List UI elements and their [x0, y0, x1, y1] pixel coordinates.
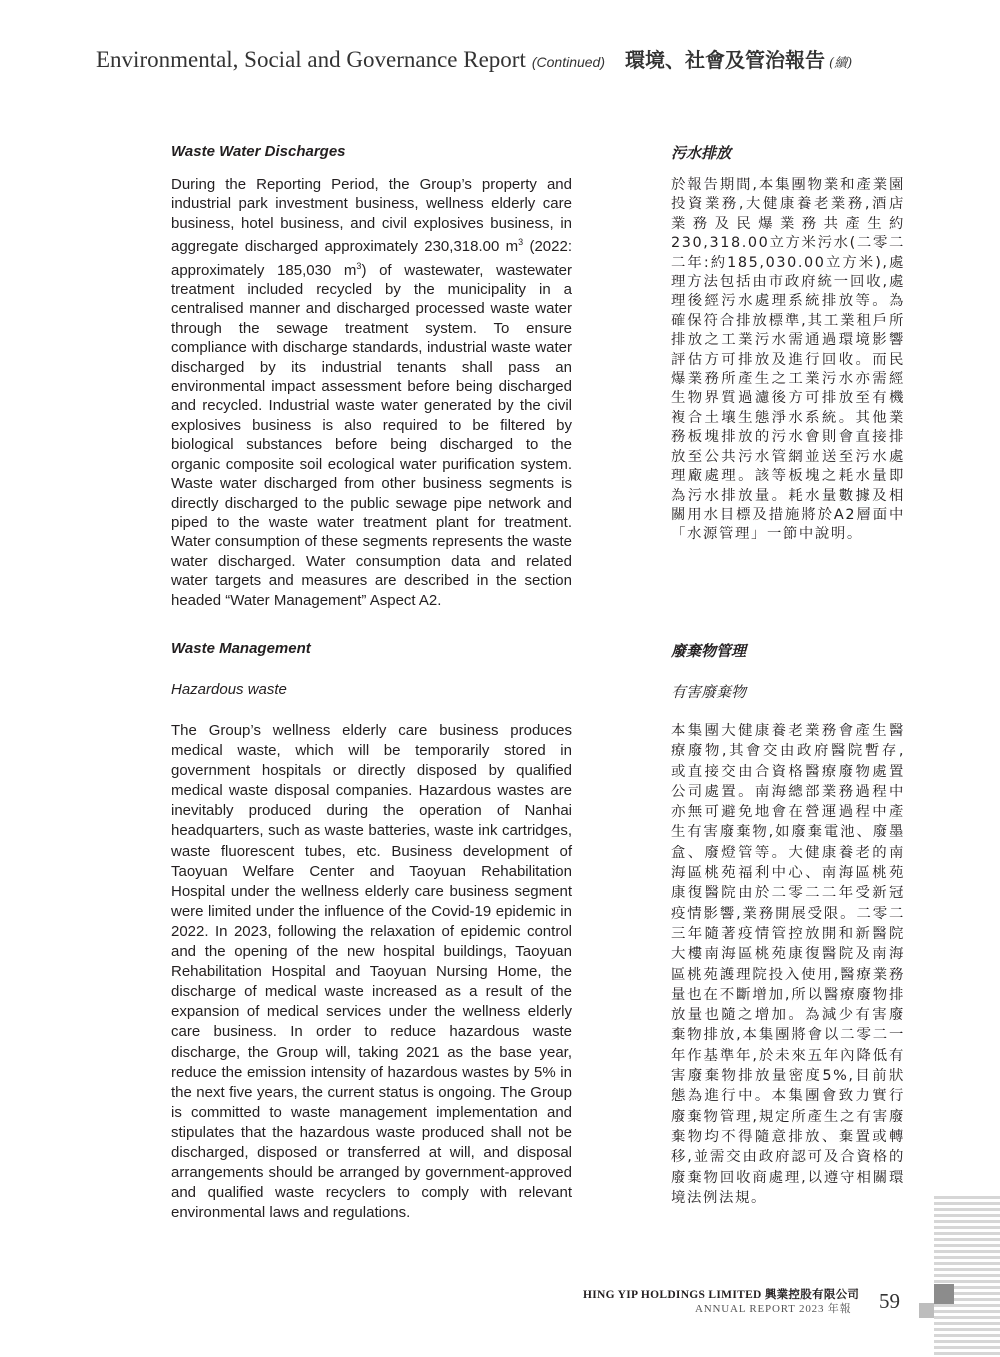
waste-water-body-zh-container [671, 176, 905, 545]
page-header [96, 44, 852, 73]
waste-management-section-zh [671, 640, 905, 661]
hazardous-waste-body-zh-container [671, 721, 905, 1208]
hazardous-waste-body-zh: 本集團大健康養老業務會產生醫療廢物,其會交由政府醫院暫存,或直接交由合資格醫療廢物處置公司處置。南海總部業務過程中亦無可避免地會在營運過程中產生有害廢棄物,如廢棄電池、廢墨盒、廢燈管等。大健康養老的南海區桃苑福利中心、南海區桃苑康復醫院由於二零二二年受新冠疫情影響,業務開展受限。二零二三年隨著疫情管控放開和新醫院大樓南海區桃苑康復醫院及南海區桃苑護理院投入使用,醫療業務量也在不斷增加,所以醫療廢物排放量也隨之增加。為減少有害廢棄物排放,本集團將會以二零二一年作基準年,於未來五年內降低有害廢棄物排放量密度5%,目前狀態為進行中。本集團會致力實行廢棄物管理,規定所產生之有害廢棄物均不得隨意排放、棄置或轉移,並需交由政府認可及合資格的廢棄物回收商處理,以遵守相關環境法例法規。 [671, 723, 905, 1206]
header-title-zh: 環境、社會及管治報告 [625, 48, 825, 72]
header-title-en: Environmental, Social and Governance Report [96, 47, 526, 72]
decorative-stripes [934, 1196, 1000, 1357]
footer-annual-report: ANNUAL REPORT 2023 年報 [695, 1303, 852, 1315]
hazardous-waste-sub-en-container [171, 681, 572, 698]
waste-water-body-zh: 於報告期間,本集團物業和產業園投資業務,大健康養老業務,酒店業務及民爆業務共產生約230,318.00立方米污水(二零二二年:約185,030.00立方米),處理方法包括由市政府統一回收,處理後經污水處理系統排放等。為確保符合排放標準,其工業租戶所排放之工業污水需通過環境影響評估方可排放及進行回收。而民爆業務所產生之工業污水亦需經生物界質過濾後方可排放至有機複合土壤生態淨水系統。其他業務板塊排放的污水會則會直接排放至公共污水管網並送至污水處理廠處理。該等板塊之耗水量即為污水排放量。耗水量數據及相關用水目標及措施將於A2層面中「水源管理」一節中說明。 [671, 177, 905, 543]
hazardous-waste-body-en: The Group’s wellness elderly care business produces medical waste, which will be temporarily stored in government hospitals or directly disposed by qualified medical waste disposal companies. Hazardous wastes are inevitably produced during the operation of Nanhai headquarters, such as waste batteries, waste ink cartridges, waste fluorescent tubes, etc. Business development of Taoyuan Welfare Center and Taoyuan Rehabilitation Hospital under the wellness elderly care business segment were limited under the influence of the Covid-19 epidemic in 2022. In 2023, following the relaxation of epidemic control and the opening of the new hospital buildings, Taoyuan Rehabilitation Hospital and Taoyuan Nursing Home, the discharge of medical waste increased as a result of the expansion of medical services under the wellness elderly care business. In order to reduce hazardous waste discharge, the Group will, taking 2021 as the base year, reduce the emission intensity of hazardous wastes by 5% in the next five years, the current status is ongoing. The Group is committed to waste management implementation and stipulates that the hazardous waste produced shall not be discharged, disposed or transferred at will, and disposal arrangements should be arranged by government-approved and qualified waste recyclers to comply with relevant environmental laws and regulations. [171, 722, 572, 1222]
waste-water-body-en: During the Reporting Period, the Group’s property and industrial park investment business, wellness elderly care business, hotel business, and civil explosives business, in aggregate discharged approximately 230,318.00 $m^3$ (2022: approximately 185,030 $m^3$) of wastewater, wastewater treatment included recycled by the municipality in a centralised manner and discharged processed waste water through the sewage treatment system. To ensure compliance with discharge standards, industrial waste water discharged by its industrial tenants shall pass an environmental impact assessment before being discharged and recycled. Industrial waste water generated by the civil explosives business is also required to be filtered by biological substances before being discharged to the organic composite soil ecological water purification system. Waste water discharged from other business segments is directly discharged to the public sewage pipe network and piped to the waste water treatment plant for treatment. Water consumption of these segments represents the waste water discharged. Water consumption data and related water targets and measures are described in the section headed “Water Management” Aspect A2. [171, 176, 572, 609]
waste-water-section-en [171, 143, 572, 160]
hazardous-waste-sub-zh-container [671, 681, 905, 702]
decorative-square-dark [934, 1284, 954, 1304]
waste-water-heading-en: Waste Water Discharges [171, 143, 346, 160]
page-number: 59 [879, 1289, 900, 1313]
footer-company-name: HING YIP HOLDINGS LIMITED 興業控股有限公司 [583, 1289, 860, 1301]
waste-management-section-en [171, 640, 572, 657]
hazardous-waste-subheading-en: Hazardous waste [171, 681, 287, 698]
waste-management-heading-en: Waste Management [171, 640, 311, 657]
waste-water-heading-zh: 污水排放 [671, 144, 732, 162]
header-continued-en: (Continued) [531, 54, 605, 70]
waste-management-heading-zh: 廢棄物管理 [671, 642, 747, 660]
hazardous-waste-subheading-zh: 有害廢棄物 [671, 683, 747, 701]
decorative-square-light [919, 1303, 934, 1318]
header-continued-zh: (續) [829, 56, 853, 71]
waste-water-section-zh [671, 142, 905, 163]
waste-water-body-en-container [171, 175, 572, 610]
hazardous-waste-body-en-container [171, 721, 572, 1223]
